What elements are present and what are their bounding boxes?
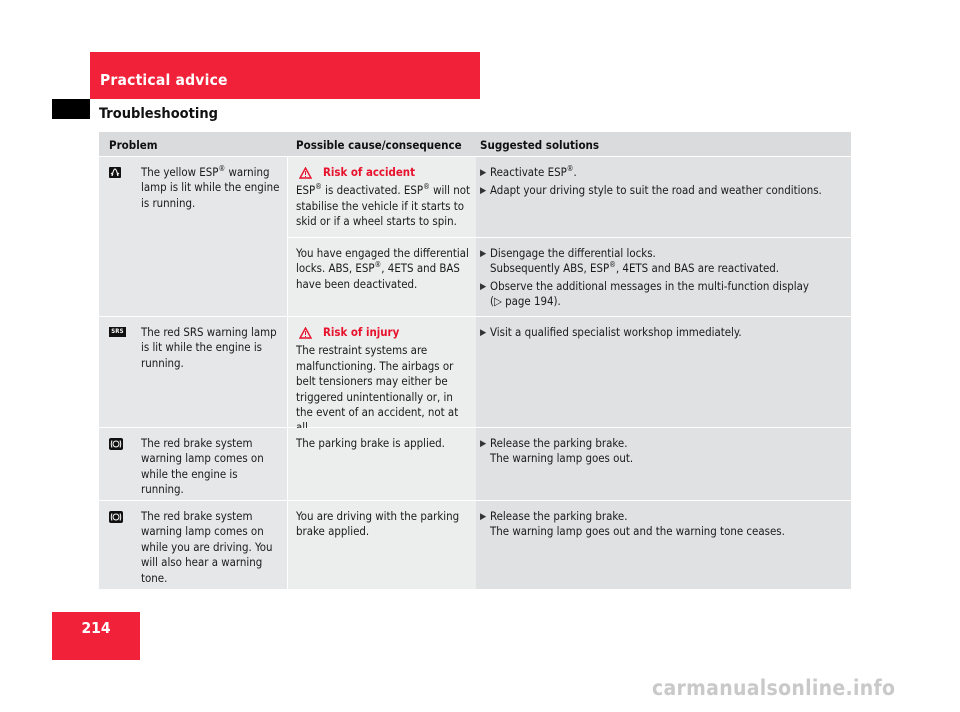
brake-warning-lamp-icon <box>109 511 123 523</box>
cause-cell <box>288 501 476 589</box>
arrow-icon: ▶ <box>480 328 487 338</box>
section-tab-marker <box>52 99 90 119</box>
warning-label: Risk of accident <box>323 165 415 179</box>
warning-triangle-icon <box>299 327 312 339</box>
arrow-icon: ▶ <box>480 281 487 292</box>
solutions-cell <box>476 238 851 316</box>
subsection-title: Troubleshooting <box>99 106 218 122</box>
cause-text: ESP® is deactivated. ESP® will not stabilise the vehicle if it starts to skid or if a wheel starts to spin. <box>296 182 471 229</box>
problem-text: The red brake system warning lamp comes on while the engine is running. <box>141 436 264 497</box>
table-row <box>99 428 851 501</box>
column-header-solutions: Suggested solutions <box>480 138 600 152</box>
solutions-cell <box>476 317 851 427</box>
solutions-cell <box>476 157 851 237</box>
problem-text: The red SRS warning lamp is lit while the engine is running. <box>141 325 277 370</box>
table-row <box>99 501 851 590</box>
cause-cell <box>288 428 476 500</box>
cause-cell <box>288 157 476 237</box>
srs-warning-lamp-icon: SRS <box>109 327 126 337</box>
arrow-icon: ▶ <box>480 512 487 522</box>
warning-heading <box>296 165 472 180</box>
cause-cell <box>288 317 476 427</box>
problem-cell <box>99 501 288 589</box>
problem-text: The red brake system warning lamp comes on while you are driving. You will also hear a warning tone. <box>141 509 273 585</box>
cause-text: You have engaged the differential locks. ABS, ESP®, 4ETS and BAS have been deactivated. <box>296 246 469 291</box>
arrow-icon: ▶ <box>480 249 487 259</box>
page-number: 214 <box>81 619 111 637</box>
brake-warning-lamp-icon <box>109 438 123 450</box>
problem-cell <box>99 428 288 500</box>
watermark: carmanualsonline.info <box>652 676 896 700</box>
column-header-problem: Problem <box>109 138 158 152</box>
column-header-cause: Possible cause/consequence <box>296 138 462 152</box>
problem-text: The yellow ESP® warning lamp is lit while the engine is running. <box>141 164 280 210</box>
esp-warning-lamp-icon <box>109 167 121 178</box>
solution-item: ▶ Visit a qualified specialist workshop immediately. <box>480 325 843 341</box>
solution-item: ▶ Release the parking brake. The warning lamp goes out. <box>480 436 634 466</box>
solution-item: ▶ Adapt your driving style to suit the road and weather conditions. <box>480 183 843 199</box>
warning-label: Risk of injury <box>323 325 400 339</box>
problem-cell <box>99 157 288 316</box>
problem-cell <box>99 317 288 427</box>
table-header-row <box>99 132 851 157</box>
arrow-icon: ▶ <box>480 439 487 449</box>
table-row <box>99 157 851 317</box>
solutions-cell <box>476 428 851 500</box>
troubleshooting-table <box>99 132 851 590</box>
warning-triangle-icon <box>299 167 312 179</box>
solution-item: ▶ Observe the additional messages in the multi-function display (▷ page 194). <box>480 278 809 309</box>
arrow-icon: ▶ <box>480 168 487 178</box>
cause-cell <box>288 238 476 316</box>
cause-text: The parking brake is applied. <box>296 436 445 450</box>
arrow-icon: ▶ <box>480 186 487 197</box>
cause-text: The restraint systems are malfunctioning. The airbags or belt tensioners may either be triggered unintentionally or, in the event of an accident, not at <box>296 343 459 420</box>
solution-item: ▶ Release the parking brake. The warning lamp goes out and the warning tone ceases. <box>480 509 785 539</box>
solutions-cell <box>476 501 851 589</box>
cause-text: You are driving with the parking brake applied. <box>296 509 460 539</box>
solution-item: ▶ Reactivate ESP®. <box>480 165 843 181</box>
warning-heading <box>296 325 472 340</box>
section-title: Practical advice <box>100 71 228 89</box>
table-row <box>99 317 851 428</box>
solution-item: ▶ Disengage the differential locks. Subsequently ABS, ESP®, 4ETS and BAS are reactivated. <box>480 246 780 276</box>
